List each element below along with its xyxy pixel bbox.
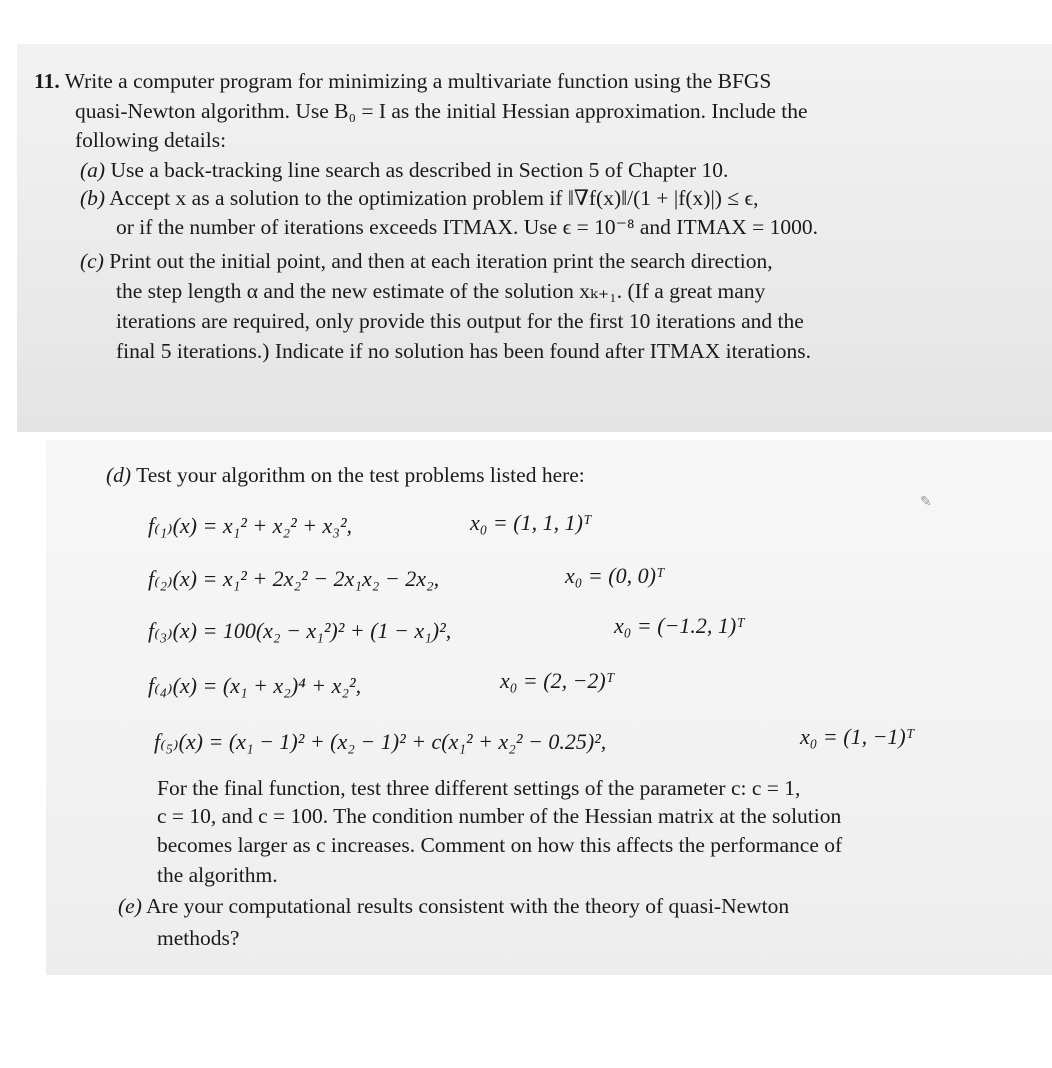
part-c-label: (c) bbox=[80, 249, 104, 273]
function-5: f₍₅₎(x) = (x₁ − 1)² + (x₂ − 1)² + c(x₁² + x₂² − 0.25)², bbox=[154, 729, 607, 754]
start-point-3: x₀ = (−1.2, 1)ᵀ bbox=[614, 613, 745, 638]
part-b bbox=[80, 185, 759, 211]
part-e-text-1: Are your computational results consistent with the theory of quasi-Newton bbox=[146, 894, 790, 918]
part-c-text-3: iterations are required, only provide this output for the first 10 iterations and the bbox=[116, 309, 804, 333]
part-e-text-2: methods? bbox=[157, 926, 240, 950]
part-a bbox=[80, 157, 728, 183]
problem-intro-line-2: quasi-Newton algorithm. Use B₀ = I as the initial Hessian approximation. Include the bbox=[75, 99, 808, 123]
function-3: f₍₃₎(x) = 100(x₂ − x₁²)² + (1 − x₁)², bbox=[148, 618, 452, 643]
part-a-label: (a) bbox=[80, 158, 106, 182]
start-point-1: x₀ = (1, 1, 1)ᵀ bbox=[470, 510, 592, 535]
part-a-text: Use a back-tracking line search as described in Section 5 of Chapter 10. bbox=[110, 158, 729, 182]
part-d-after-1: For the final function, test three different settings of the parameter c: c = 1, bbox=[157, 776, 801, 800]
part-c-text-4: final 5 iterations.) Indicate if no solution has been found after ITMAX iterations. bbox=[116, 339, 811, 363]
part-e bbox=[118, 893, 789, 919]
intro-text-1: Write a computer program for minimizing a multivariate function using the BFGS bbox=[64, 69, 772, 93]
part-c-text-2: the step length α and the new estimate of the solution xₖ₊₁. (If a great many bbox=[116, 279, 766, 303]
part-b-label: (b) bbox=[80, 186, 106, 210]
pen-mark-icon: ✎ bbox=[920, 495, 932, 510]
start-point-5: x₀ = (1, −1)ᵀ bbox=[800, 724, 915, 749]
part-d-after-4: the algorithm. bbox=[157, 863, 278, 887]
part-c bbox=[80, 248, 773, 274]
part-b-text-2: or if the number of iterations exceeds ITMAX. Use ϵ = 10⁻⁸ and ITMAX = 1000. bbox=[116, 215, 819, 239]
part-d-label: (d) bbox=[106, 463, 132, 487]
problem-intro-line-3: following details: bbox=[75, 128, 227, 152]
part-e-label: (e) bbox=[118, 894, 142, 918]
part-d-after-3: becomes larger as c increases. Comment on how this affects the performance of bbox=[157, 833, 843, 857]
start-point-4: x₀ = (2, −2)ᵀ bbox=[500, 668, 615, 693]
part-d-after-2: c = 10, and c = 100. The condition number of the Hessian matrix at the solution bbox=[157, 804, 842, 828]
part-d bbox=[106, 462, 585, 488]
part-d-intro: Test your algorithm on the test problems listed here: bbox=[136, 463, 585, 487]
problem-intro-line-1 bbox=[34, 68, 771, 94]
part-b-text-1: Accept x as a solution to the optimization problem if ‖∇f(x)‖/(1 + |f(x)|) ≤ ϵ, bbox=[109, 186, 759, 210]
start-point-2: x₀ = (0, 0)ᵀ bbox=[565, 563, 665, 588]
part-c-text-1: Print out the initial point, and then at each iteration print the search direction, bbox=[109, 249, 773, 273]
problem-number: 11. bbox=[34, 69, 60, 93]
function-4: f₍₄₎(x) = (x₁ + x₂)⁴ + x₂², bbox=[148, 673, 362, 698]
function-1: f₍₁₎(x) = x₁² + x₂² + x₃², bbox=[148, 513, 353, 538]
function-2: f₍₂₎(x) = x₁² + 2x₂² − 2x₁x₂ − 2x₂, bbox=[148, 566, 440, 591]
